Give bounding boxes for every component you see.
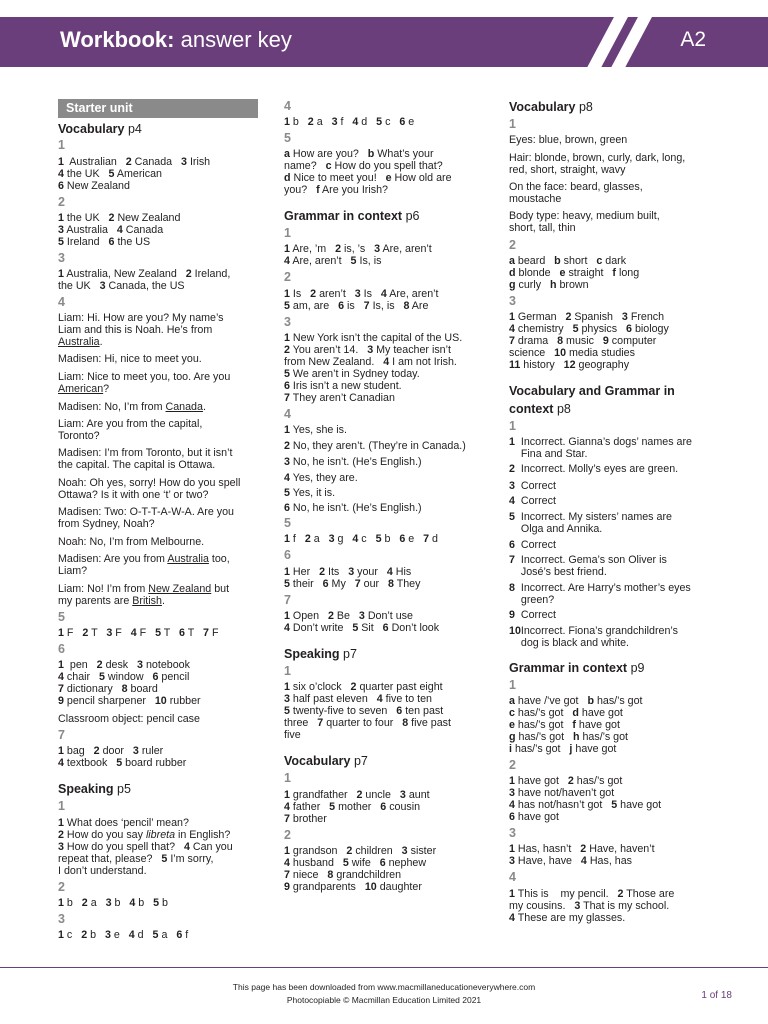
answer-line: 1 f 2 a 3 g 4 c 5 b 6 e 7 d: [284, 533, 438, 545]
answer-line: 1 grandfather 2 uncle 3 aunt: [284, 789, 430, 801]
answer-line: 1 the UK 2 New Zealand: [58, 212, 181, 224]
answer-line: 7 dictionary 8 board: [58, 683, 158, 695]
answer-line: 6 have got: [509, 811, 559, 823]
answer-line: Fina and Star.: [509, 448, 588, 460]
exercise-number: 4: [509, 870, 516, 884]
title-answer-key: answer key: [180, 27, 292, 52]
answer-line: a have /’ve got b has/’s got: [509, 695, 643, 707]
section-heading: Vocabulary and Grammar in: [509, 384, 675, 398]
answer-line: Liam?: [58, 565, 88, 577]
answer-line: the UK 3 Canada, the US: [58, 280, 185, 292]
exercise-number: 2: [284, 270, 291, 284]
section-heading: Speaking p5: [58, 782, 131, 796]
exercise-number: 3: [284, 315, 291, 329]
exercise-number: 1: [509, 117, 516, 131]
exercise-number: 4: [284, 407, 291, 421]
exercise-number: 1: [509, 678, 516, 692]
answer-line: 6 Correct: [509, 539, 556, 551]
answer-line: 6 No, he isn’t. (He’s English.): [284, 502, 422, 514]
answer-line: 1 Australian 2 Canada 3 Irish: [58, 156, 211, 168]
footer-copyright: Photocopiable © Macmillan Education Limited 2021: [286, 995, 482, 1005]
answer-line: 4 Are, aren’t 5 Is, is: [284, 255, 382, 267]
answer-line: 5 am, are 6 is 7 Is, is 8 Are: [284, 300, 429, 312]
level-badge: A2: [680, 28, 706, 51]
answer-line: five: [284, 729, 301, 741]
answer-line: 3 Have, have 4 Has, has: [509, 855, 633, 867]
answer-line: 6 New Zealand: [58, 180, 130, 192]
exercise-number: 1: [58, 138, 65, 152]
starter-unit-label: Starter unit: [58, 99, 258, 118]
exercise-number: 2: [509, 758, 516, 772]
section-heading: Vocabulary p4: [58, 122, 142, 136]
answer-line: 5 Yes, it is.: [284, 487, 336, 499]
answer-line: 4 Yes, they are.: [284, 472, 358, 484]
answer-line: Noah: No, I’m from Melbourne.: [58, 536, 205, 548]
exercise-number: 3: [58, 251, 65, 265]
exercise-number: 5: [58, 610, 65, 624]
page-header: [0, 17, 768, 67]
answer-line: g has/’s got h has/’s got: [509, 731, 629, 743]
exercise-number: 7: [284, 593, 291, 607]
answer-line: my cousins. 3 That is my school.: [509, 900, 670, 912]
exercise-number: 3: [509, 294, 516, 308]
answer-line: Hair: blonde, brown, curly, dark, long,: [509, 152, 686, 164]
answer-line: 7 Incorrect. Gema’s son Oliver is: [509, 554, 667, 566]
answer-line: 4 Don’t write 5 Sit 6 Don’t look: [284, 622, 440, 634]
answer-line: 5 We aren’t in Sydney today.: [284, 368, 420, 380]
answer-line: 7 They aren’t Canadian: [284, 392, 395, 404]
answer-line: 4 father 5 mother 6 cousin: [284, 801, 421, 813]
answer-line: 6 Iris isn’t a new student.: [284, 380, 402, 392]
exercise-number: 4: [284, 99, 291, 113]
exercise-number: 1: [509, 419, 516, 433]
answer-line: dog is black and white.: [509, 637, 630, 649]
footer-download-note: This page has been downloaded from www.macmillaneducationeverywhere.com: [232, 982, 536, 992]
answer-line: 1 have got 2 has/’s got: [509, 775, 623, 787]
exercise-number: 1: [284, 771, 291, 785]
answer-line: science 10 media studies: [509, 347, 635, 359]
exercise-number: 1: [284, 226, 291, 240]
answer-line: d blonde e straight f long: [509, 267, 640, 279]
answer-line: Classroom object: pencil case: [58, 713, 200, 725]
answer-line: 5 Incorrect. My sisters’ names are: [509, 511, 672, 523]
answer-line: 1 Her 2 Its 3 your 4 His: [284, 566, 412, 578]
answer-line: 1 Yes, she is.: [284, 424, 347, 436]
answer-line: 4 has not/hasn’t got 5 have got: [509, 799, 662, 811]
answer-line: Body type: heavy, medium built,: [509, 210, 660, 222]
answer-line: 2 How do you say libreta in English?: [58, 829, 231, 841]
answer-line: 1 pen 2 desk 3 notebook: [58, 659, 190, 671]
answer-line: Madisen: I’m from Toronto, but it isn’t: [58, 447, 233, 459]
answer-line: three 7 quarter to four 8 five past: [284, 717, 451, 729]
section-heading: Speaking p7: [284, 647, 357, 661]
answer-line: 4 textbook 5 board rubber: [58, 757, 187, 769]
answer-line: a How are you? b What’s your: [284, 148, 434, 160]
answer-line: 2 No, they aren’t. (They’re in Canada.): [284, 440, 466, 452]
answer-line: 1 Has, hasn’t 2 Have, haven’t: [509, 843, 655, 855]
answer-line: 1 F 2 T 3 F 4 F 5 T 6 T 7 F: [58, 627, 219, 639]
answer-line: 1 Are, ’m 2 is, ’s 3 Are, aren’t: [284, 243, 432, 255]
exercise-number: 2: [509, 238, 516, 252]
answer-line: American?: [58, 383, 110, 395]
answer-line: Eyes: blue, brown, green: [509, 134, 628, 146]
section-heading: Grammar in context p9: [509, 661, 645, 675]
exercise-number: 6: [284, 548, 291, 562]
answer-line: Liam: Hi. How are you? My name’s: [58, 312, 224, 324]
answer-line: 4 the UK 5 American: [58, 168, 162, 180]
answer-line: c has/’s got d have got: [509, 707, 623, 719]
answer-line: Noah: Oh yes, sorry! How do you spell: [58, 477, 241, 489]
page-number: 1 of 18: [701, 990, 732, 1001]
answer-line: 1 What does ‘pencil’ mean?: [58, 817, 189, 829]
answer-line: 9 Correct: [509, 609, 556, 621]
answer-line: 7 brother: [284, 813, 327, 825]
answer-line: you? f Are you Irish?: [284, 184, 388, 196]
page-title: [60, 27, 292, 53]
answer-line: 3 have not/haven’t got: [509, 787, 615, 799]
answer-line: Madisen: Two: O-T-T-A-W-A. Are you: [58, 506, 234, 518]
exercise-number: 5: [284, 516, 291, 530]
answer-line: 1 Incorrect. Gianna’s dogs’ names are: [509, 436, 692, 448]
answer-line: 3 No, he isn’t. (He’s English.): [284, 456, 422, 468]
answer-line: 4 chair 5 window 6 pencil: [58, 671, 190, 683]
answer-line: 1 German 2 Spanish 3 French: [509, 311, 665, 323]
answer-line: 1 Australia, New Zealand 2 Ireland,: [58, 268, 231, 280]
exercise-number: 7: [58, 728, 65, 742]
section-heading: context p8: [509, 402, 571, 416]
answer-line: red, short, straight, wavy: [509, 164, 626, 176]
answer-line: g curly h brown: [509, 279, 589, 291]
answer-line: i has/’s got j have got: [509, 743, 617, 755]
answer-line: Madisen: Hi, nice to meet you.: [58, 353, 202, 365]
answer-line: 7 drama 8 music 9 computer: [509, 335, 657, 347]
section-heading: Grammar in context p6: [284, 209, 420, 223]
answer-line: Liam: Nice to meet you, too. Are you: [58, 371, 231, 383]
answer-line: green?: [509, 594, 555, 606]
answer-line: 8 Incorrect. Are Harry’s mother’s eyes: [509, 582, 691, 594]
answer-line: 10Incorrect. Fiona’s grandchildren’s: [509, 625, 678, 637]
section-heading: Vocabulary p8: [509, 100, 593, 114]
exercise-number: 3: [509, 826, 516, 840]
answer-line: from Sydney, Noah?: [58, 518, 155, 530]
answer-line: 3 Correct: [509, 480, 556, 492]
answer-line: 7 niece 8 grandchildren: [284, 869, 402, 881]
answer-line: I don’t understand.: [58, 865, 147, 877]
answer-line: 2 You aren’t 14. 3 My teacher isn’t: [284, 344, 451, 356]
answer-line: On the face: beard, glasses,: [509, 181, 643, 193]
answer-line: 4 These are my glasses.: [509, 912, 626, 924]
answer-line: 1 bag 2 door 3 ruler: [58, 745, 164, 757]
answer-line: 5 their 6 My 7 our 8 They: [284, 578, 421, 590]
exercise-number: 5: [284, 131, 291, 145]
answer-line: the capital. The capital is Ottawa.: [58, 459, 216, 471]
answer-line: 5 twenty-five to seven 6 ten past: [284, 705, 444, 717]
exercise-number: 2: [58, 880, 65, 894]
answer-line: 1 c 2 b 3 e 4 d 5 a 6 f: [58, 929, 189, 941]
answer-line: Ottawa? Is it with one ‘t’ or two?: [58, 489, 209, 501]
exercise-number: 1: [284, 664, 291, 678]
answer-line: a beard b short c dark: [509, 255, 627, 267]
answer-line: José’s best friend.: [509, 566, 607, 578]
answer-line: my parents are British.: [58, 595, 165, 607]
exercise-number: 1: [58, 799, 65, 813]
answer-line: 1 b 2 a 3 b 4 b 5 b: [58, 897, 168, 909]
answer-line: 1 Is 2 aren’t 3 Is 4 Are, aren’t: [284, 288, 439, 300]
answer-line: Liam and this is Noah. He’s from: [58, 324, 213, 336]
answer-line: 2 Incorrect. Molly’s eyes are green.: [509, 463, 679, 475]
answer-line: 4 husband 5 wife 6 nephew: [284, 857, 427, 869]
answer-line: d Nice to meet you! e How old are: [284, 172, 452, 184]
exercise-number: 6: [58, 642, 65, 656]
exercise-number: 4: [58, 295, 65, 309]
answer-line: 3 Australia 4 Canada: [58, 224, 164, 236]
answer-line: 1 This is my pencil. 2 Those are: [509, 888, 675, 900]
answer-line: from New Zealand. 4 I am not Irish.: [284, 356, 457, 368]
section-heading: Vocabulary p7: [284, 754, 368, 768]
answer-line: 1 grandson 2 children 3 sister: [284, 845, 437, 857]
answer-line: 9 grandparents 10 daughter: [284, 881, 422, 893]
answer-line: 11 history 12 geography: [509, 359, 630, 371]
answer-line: e has/’s got f have got: [509, 719, 620, 731]
answer-line: 1 six o’clock 2 quarter past eight: [284, 681, 443, 693]
answer-line: 3 half past eleven 4 five to ten: [284, 693, 432, 705]
answer-line: 4 Correct: [509, 495, 556, 507]
answer-line: 3 How do you spell that? 4 Can you: [58, 841, 233, 853]
answer-line: Madisen: No, I’m from Canada.: [58, 401, 206, 413]
exercise-number: 3: [58, 912, 65, 926]
answer-line: repeat that, please? 5 I’m sorry,: [58, 853, 214, 865]
answer-line: short, tall, thin: [509, 222, 576, 234]
answer-line: name? c How do you spell that?: [284, 160, 443, 172]
answer-line: Liam: No! I’m from New Zealand but: [58, 583, 230, 595]
answer-line: 1 New York isn’t the capital of the US.: [284, 332, 463, 344]
answer-line: Liam: Are you from the capital,: [58, 418, 203, 430]
answer-line: 1 b 2 a 3 f 4 d 5 c 6 e: [284, 116, 415, 128]
answer-line: Australia.: [58, 336, 103, 348]
answer-line: Toronto?: [58, 430, 100, 442]
exercise-number: 2: [284, 828, 291, 842]
answer-line: 1 Open 2 Be 3 Don’t use: [284, 610, 413, 622]
title-workbook: Workbook:: [60, 27, 175, 52]
answer-line: moustache: [509, 193, 562, 205]
answer-line: 5 Ireland 6 the US: [58, 236, 151, 248]
answer-line: 4 chemistry 5 physics 6 biology: [509, 323, 669, 335]
answer-line: 9 pencil sharpener 10 rubber: [58, 695, 201, 707]
answer-line: Olga and Annika.: [509, 523, 603, 535]
footer-rule: [0, 967, 768, 968]
exercise-number: 2: [58, 195, 65, 209]
answer-line: Madisen: Are you from Australia too,: [58, 553, 230, 565]
